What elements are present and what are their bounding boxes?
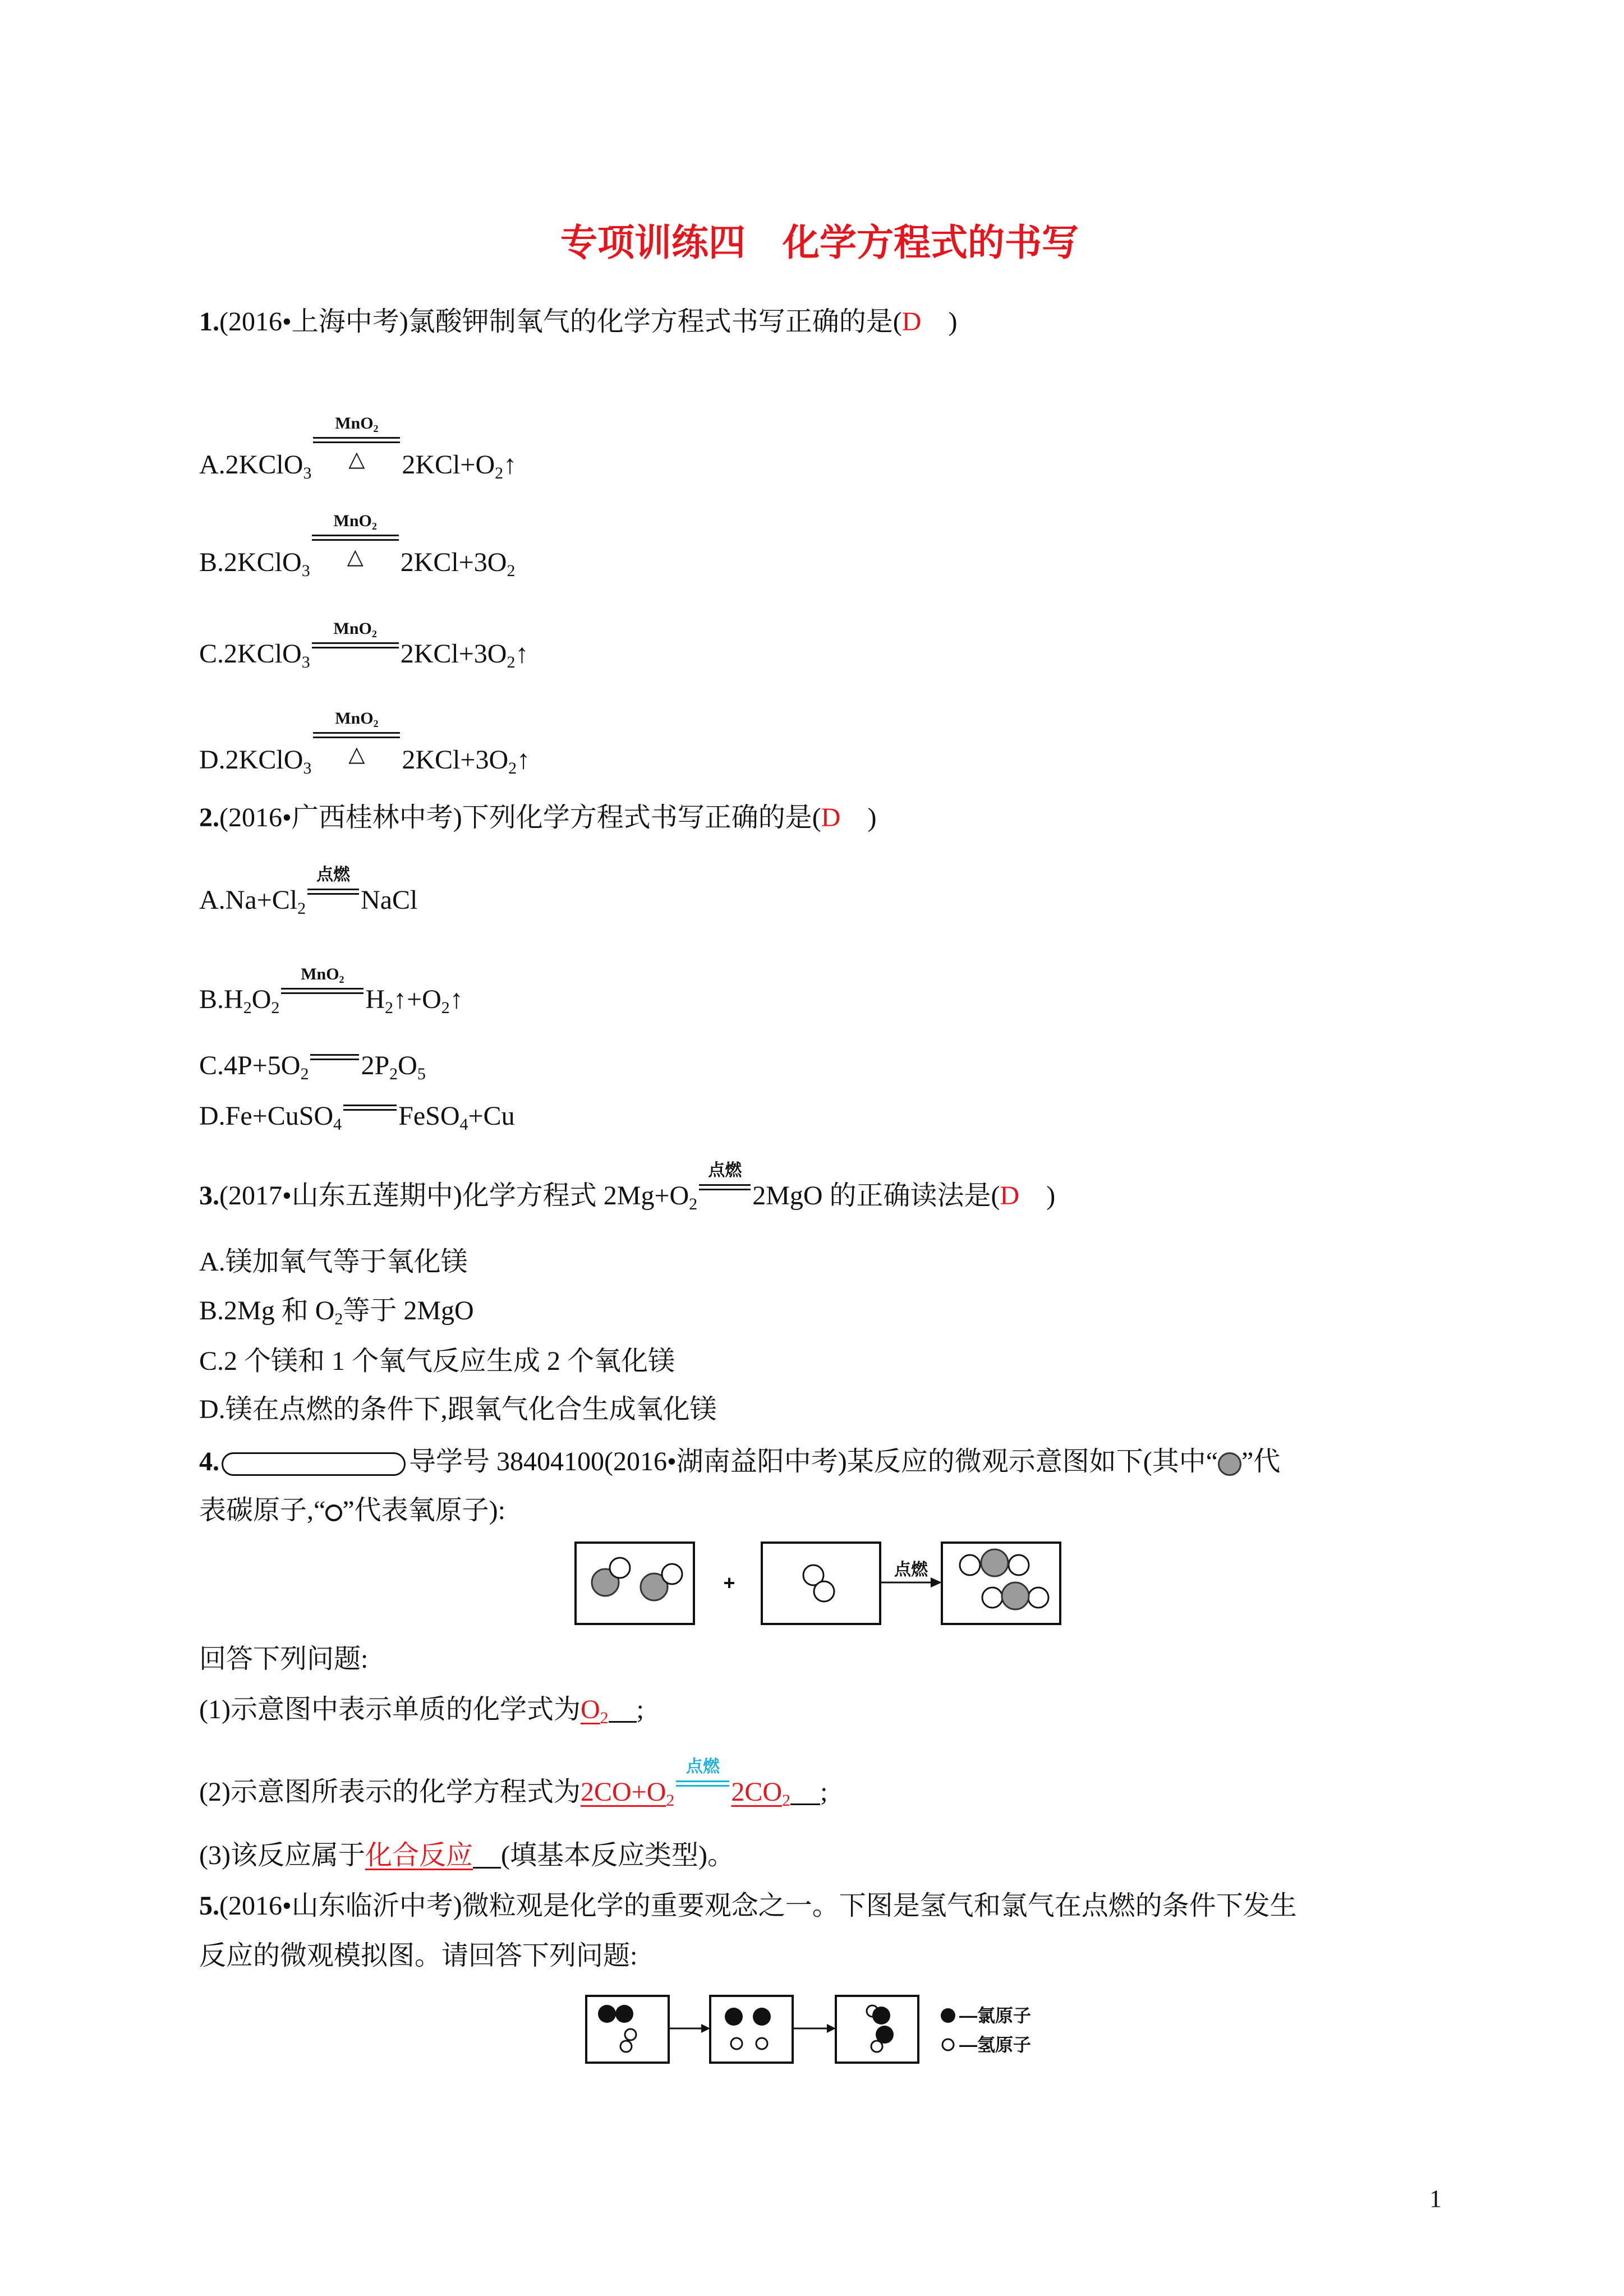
formula-subscript: 3 — [303, 464, 312, 482]
formula-subscript: 2 — [389, 1065, 398, 1083]
chlorine-atom — [872, 2007, 890, 2024]
formula-text: 2P — [361, 1051, 390, 1080]
answer-reaction-type: 化合反应 — [365, 1841, 473, 1870]
formula-subscript: 2 — [495, 464, 504, 482]
legend-chlorine-label: —氯原子 — [959, 2005, 1032, 2026]
chlorine-atom — [725, 2008, 743, 2026]
option-label: A. — [199, 885, 226, 915]
formula-subscript: 3 — [301, 562, 310, 580]
q1-option-c — [199, 619, 529, 671]
question-close: ) — [1019, 1181, 1056, 1211]
q2-option-d — [199, 1099, 515, 1133]
question-text: ”代表氧原子): — [342, 1496, 505, 1525]
q2-option-b — [199, 965, 463, 1017]
equals-bar — [307, 889, 359, 895]
question-text: 的正确读法是( — [822, 1181, 1000, 1211]
question-4-stem-line-2 — [199, 1494, 505, 1527]
formula-text: ↑ — [517, 745, 531, 775]
catalyst-label: MnO₂ — [335, 414, 379, 432]
heat-symbol: △ — [348, 448, 365, 471]
equals-bar — [312, 642, 399, 648]
ignition-label: 点燃 — [894, 1561, 928, 1579]
formula-text: C.2 个镁和 1 个氧气反应生成 2 个氧化镁 — [199, 1346, 675, 1376]
chlorine-atom — [615, 2005, 633, 2023]
question-1-stem — [199, 305, 957, 339]
q3-option-d — [199, 1393, 717, 1427]
formula-subscript: 2 — [782, 1791, 791, 1810]
equals-bar — [699, 1184, 751, 1190]
reaction-condition — [307, 866, 359, 917]
chlorine-atom — [753, 2008, 771, 2026]
option-label: B. — [199, 984, 224, 1014]
hydrogen-atom — [625, 2029, 636, 2040]
reactants — [225, 885, 306, 918]
q4-subquestion-3 — [199, 1839, 734, 1872]
formula-subscript: 3 — [303, 759, 312, 777]
formula-text: H — [224, 984, 243, 1014]
co-combustion-micro-diagram — [561, 1531, 1077, 1638]
q4-subquestion-2 — [199, 1757, 828, 1810]
answer-choice: D — [1000, 1181, 1020, 1211]
question-text: (2016•上海中考)氯酸钾制氧气的化学方程式书写正确的是( — [219, 307, 902, 337]
heat-symbol: △ — [347, 545, 364, 569]
oxygen-atom — [662, 1564, 682, 1584]
question-number: 4. — [199, 1447, 219, 1476]
page-title: 专项训练四 化学方程式的书写 — [560, 223, 1079, 264]
formula-subscript: 2 — [297, 899, 306, 918]
q1-option-d — [199, 709, 531, 777]
stage-arrow-head — [701, 2024, 710, 2033]
oxygen-atom — [814, 1581, 834, 1602]
oxygen-atom — [1028, 1588, 1048, 1608]
formula-text: 2KClO — [225, 450, 303, 480]
formula-subscript: 2 — [334, 1310, 343, 1328]
question-5-stem-line-2: 反应的微观模拟图。请回答下列问题: — [199, 1941, 638, 1971]
reaction-condition — [343, 1099, 397, 1133]
catalyst-label: MnO₂ — [333, 512, 377, 530]
reactants — [224, 639, 310, 669]
answer-choice: D — [821, 803, 841, 832]
answer-blank — [609, 1693, 637, 1723]
question-close: ) — [921, 307, 958, 337]
reactants — [224, 984, 280, 1017]
reaction-condition — [313, 709, 400, 777]
question-2-stem — [199, 801, 876, 835]
oxygen-atom — [982, 1588, 1002, 1608]
reactants — [226, 745, 312, 775]
answer-prompt: 回答下列问题: — [199, 1644, 369, 1674]
reaction-condition — [281, 965, 364, 1016]
subquestion-text: (1)示意图中表示单质的化学式为 — [199, 1695, 581, 1724]
subquestion-end: (填基本反应类型)。 — [501, 1841, 734, 1870]
oxygen-atom-icon — [325, 1504, 342, 1521]
subquestion-end: ; — [636, 1695, 644, 1724]
products — [365, 984, 463, 1017]
formula-subscript: 4 — [459, 1115, 468, 1134]
reactants — [225, 1101, 342, 1134]
page-number: 1 — [1429, 2185, 1442, 2212]
formula-text: ↑ — [449, 984, 463, 1014]
formula-subscript: 2 — [300, 1065, 309, 1083]
option-label: C. — [199, 1051, 224, 1080]
answer-blank — [790, 1775, 820, 1805]
reaction-condition — [312, 512, 399, 579]
reactants — [604, 1181, 697, 1211]
catalyst-label: MnO₂ — [301, 965, 344, 983]
formula-text: 2KClO — [224, 547, 302, 577]
oxygen-atom — [610, 1558, 630, 1578]
reaction-arrow-head — [931, 1577, 942, 1588]
option-label: D. — [199, 745, 226, 775]
option-label: C. — [199, 639, 224, 669]
catalyst-label: MnO₂ — [335, 709, 379, 728]
formula-subscript: 2 — [508, 759, 517, 777]
answer-choice: D — [901, 307, 922, 337]
equals-bar — [313, 437, 400, 443]
q1-option-a — [199, 414, 517, 482]
formula-text: 2KCl+3O — [402, 745, 509, 775]
carbon-atom — [1002, 1582, 1029, 1609]
reaction-condition — [312, 619, 399, 671]
subquestion-text: (2)示意图所表示的化学方程式为 — [199, 1777, 581, 1807]
formula-text: O — [251, 984, 272, 1014]
formula-text: O — [398, 1051, 417, 1080]
hcl-formation-micro-diagram — [578, 1989, 1083, 2070]
formula-subscript: 5 — [417, 1065, 426, 1083]
heat-symbol: △ — [348, 743, 365, 766]
option-label: D. — [199, 1101, 226, 1131]
formula-text: 4P+5O — [224, 1051, 301, 1080]
reaction-condition — [313, 414, 400, 482]
question-text: (2016•广西桂林中考)下列化学方程式书写正确的是( — [219, 803, 821, 832]
formula-subscript: 2 — [507, 562, 516, 580]
formula-text: 2CO+O — [580, 1777, 666, 1807]
formula-text: FeSO — [398, 1101, 460, 1131]
option-label: B. — [199, 547, 224, 577]
reactants — [224, 547, 310, 580]
products — [361, 885, 417, 915]
formula-subscript: 2 — [507, 653, 516, 671]
products — [400, 547, 516, 580]
question-number: 1. — [199, 307, 219, 337]
formula-text: ↑ — [503, 450, 517, 480]
equals-bar — [343, 1105, 397, 1111]
legend-chlorine-marker — [941, 2008, 955, 2023]
equals-bar — [676, 1780, 729, 1787]
equals-bar — [312, 535, 399, 541]
question-4-stem-line-1 — [199, 1445, 1280, 1479]
answer-products — [731, 1777, 791, 1810]
question-number: 3. — [199, 1181, 219, 1211]
hydrogen-atom — [620, 2041, 632, 2052]
formula-text: 2KCl+3O — [400, 547, 507, 577]
question-5-stem-line-1 — [199, 1889, 1297, 1923]
question-text: 导学号 38404100(2016•湖南益阳中考)某反应的微观示意图如下(其中“ — [409, 1447, 1218, 1476]
products — [402, 745, 530, 775]
formula-text: 2KClO — [225, 745, 303, 775]
question-number: 2. — [199, 803, 219, 832]
q2-option-a — [199, 866, 418, 918]
question-close: ) — [840, 803, 877, 832]
chlorine-atom — [598, 2005, 616, 2023]
subquestion-end: ; — [820, 1777, 828, 1807]
plus-sign: + — [723, 1571, 735, 1594]
formula-text: Na+Cl — [225, 885, 298, 915]
hydrogen-atom — [731, 2038, 742, 2049]
answer-formula — [580, 1695, 609, 1727]
q1-option-b — [199, 512, 516, 580]
formula-subscript: 2 — [271, 999, 280, 1017]
formula-text: B.2Mg 和 O — [199, 1296, 335, 1326]
stage-arrow-head — [827, 2024, 836, 2033]
products — [401, 639, 529, 669]
question-text: 表碳原子,“ — [199, 1496, 326, 1525]
reactants — [226, 450, 312, 480]
question-text: (2016•山东临沂中考)微粒观是化学的重要观念之一。下图是氢气和氯气在点燃的条件下发生 — [219, 1891, 1297, 1921]
formula-text: O — [580, 1695, 600, 1724]
q4-subquestion-1 — [199, 1693, 644, 1727]
answer-blank — [473, 1839, 501, 1869]
products — [398, 1101, 515, 1134]
formula-text: H — [365, 984, 385, 1014]
formula-text: 等于 2MgO — [343, 1296, 474, 1326]
formula-text: D.镁在点燃的条件下,跟氧气化合生成氧化镁 — [199, 1395, 717, 1424]
answer-reactants — [580, 1777, 675, 1810]
formula-text: A.镁加氧气等于氧化镁 — [199, 1247, 468, 1277]
oxygen-atom — [1009, 1555, 1029, 1575]
legend-hydrogen-label: —氢原子 — [959, 2035, 1032, 2055]
answer-reaction-condition — [676, 1757, 729, 1809]
hydrogen-atom — [756, 2038, 767, 2049]
legend-hydrogen-marker — [942, 2039, 954, 2050]
reactants — [224, 1051, 309, 1083]
carbon-atom-icon — [1218, 1452, 1241, 1476]
formula-subscript: 4 — [333, 1115, 342, 1134]
ignition-label: 点燃 — [686, 1757, 720, 1776]
formula-subscript: 2 — [600, 1709, 609, 1727]
question-text: ”代 — [1241, 1447, 1281, 1476]
formula-text: 2CO — [731, 1777, 783, 1807]
question-text: (2017•山东五莲期中)化学方程式 — [219, 1181, 604, 1211]
stage-box-atoms — [710, 1996, 793, 2063]
question-id-badge — [222, 1452, 406, 1476]
q3-option-a — [199, 1245, 468, 1279]
formula-subscript: 2 — [385, 999, 394, 1017]
equals-bar — [281, 988, 364, 994]
formula-text: 2Mg+O — [603, 1181, 689, 1211]
formula-text: NaCl — [361, 885, 418, 915]
ignition-label: 点燃 — [316, 866, 351, 884]
question-3-stem — [199, 1161, 1056, 1213]
formula-subscript: 2 — [441, 999, 450, 1017]
q2-option-c — [199, 1049, 426, 1083]
option-label: A. — [199, 450, 226, 480]
q3-option-b — [199, 1294, 474, 1328]
products — [752, 1181, 822, 1211]
hydrogen-atom — [871, 2041, 882, 2052]
equals-bar — [310, 1054, 359, 1060]
formula-subscript: 2 — [666, 1791, 675, 1810]
formula-text: ↑+O — [393, 984, 441, 1014]
equals-bar — [313, 732, 400, 738]
reaction-condition — [699, 1161, 751, 1213]
formula-text: 2KClO — [224, 639, 302, 669]
reaction-condition — [310, 1049, 359, 1083]
products — [402, 450, 517, 480]
formula-text: ↑ — [515, 639, 529, 669]
products — [361, 1051, 426, 1083]
formula-text: +Cu — [468, 1101, 515, 1131]
carbon-atom — [981, 1549, 1008, 1576]
formula-text: 2MgO — [752, 1181, 823, 1211]
ignition-label: 点燃 — [708, 1161, 742, 1180]
subquestion-text: (3)该反应属于 — [199, 1841, 365, 1870]
q3-option-c — [199, 1345, 675, 1378]
catalyst-label: MnO₂ — [333, 619, 377, 638]
oxygen-atom — [960, 1555, 980, 1575]
formula-text: Fe+CuSO — [225, 1101, 334, 1131]
formula-text: 2KCl+O — [402, 450, 495, 480]
formula-subscript: 2 — [243, 999, 252, 1017]
formula-subscript: 2 — [689, 1195, 698, 1213]
formula-subscript: 3 — [301, 653, 310, 671]
question-number: 5. — [199, 1891, 219, 1921]
formula-text: 2KCl+3O — [400, 639, 507, 669]
